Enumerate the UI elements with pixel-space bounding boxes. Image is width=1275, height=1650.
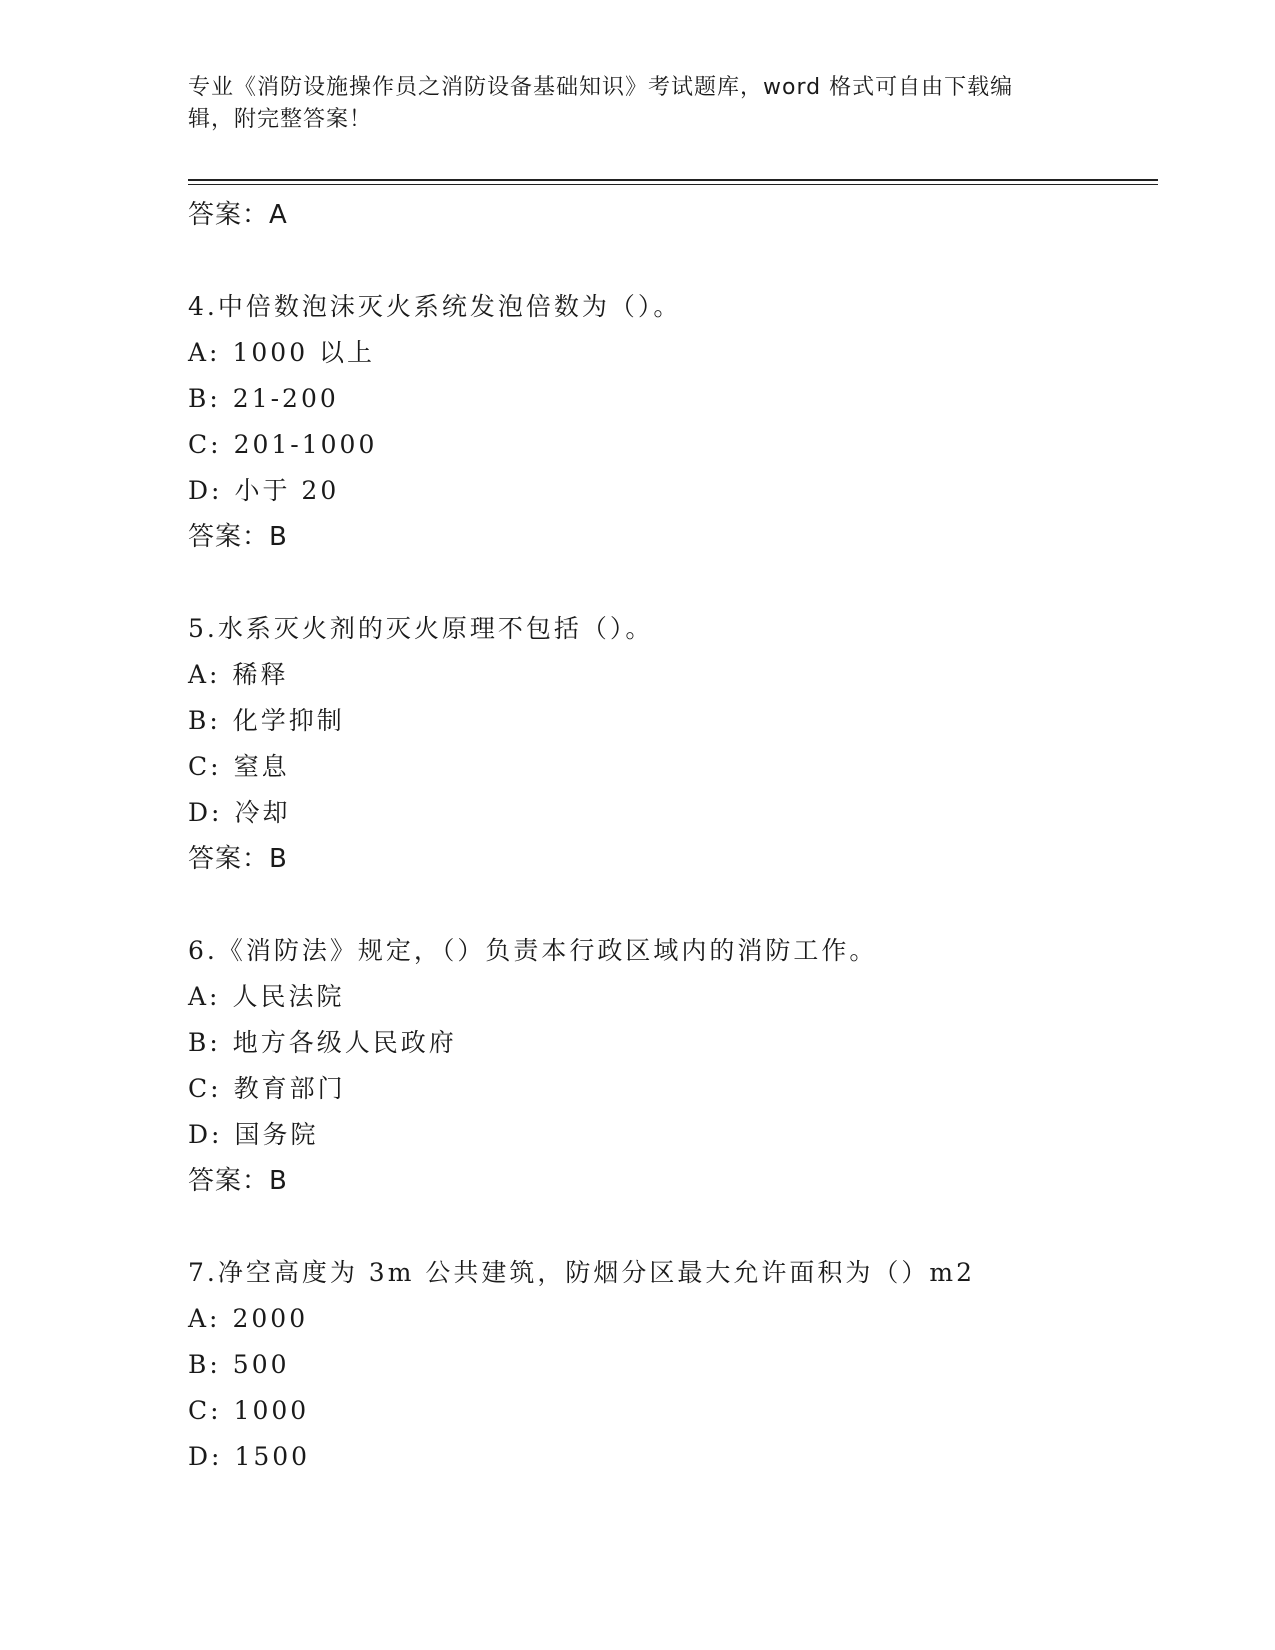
option-b: [188, 1342, 1168, 1388]
option-a: [188, 1296, 1168, 1342]
option-a: [188, 652, 1168, 698]
spacer: [188, 238, 1168, 284]
header-line-2: 辑，附完整答案！: [188, 107, 373, 132]
option-label: B:: [188, 1028, 221, 1057]
option-d: [188, 1112, 1168, 1158]
option-label: A:: [188, 660, 221, 689]
option-c: [188, 1066, 1168, 1112]
option-label: B:: [188, 706, 221, 735]
spacer: [188, 1204, 1168, 1250]
option-d: [188, 790, 1168, 836]
option-text: 国务院: [234, 1120, 319, 1149]
option-text: 稀释: [232, 660, 289, 689]
option-a: [188, 330, 1168, 376]
header-rule-thin: [188, 184, 1158, 185]
option-d: [188, 468, 1168, 514]
document-header: [188, 72, 1068, 136]
option-label: D:: [188, 1120, 223, 1149]
question-stem: 5.水系灭火剂的灭火原理不包括（）。: [188, 614, 654, 643]
option-label: A:: [188, 1304, 221, 1333]
option-text: 化学抑制: [232, 706, 345, 735]
option-b: [188, 698, 1168, 744]
option-d: [188, 1434, 1168, 1480]
option-label: B:: [188, 1350, 221, 1379]
option-label: C:: [188, 1074, 222, 1103]
option-text: 500: [232, 1350, 290, 1379]
option-text: 1500: [234, 1442, 311, 1471]
question-stem: 7.净空高度为 3m 公共建筑，防烟分区最大允许面积为（）m2: [188, 1258, 975, 1287]
option-text: 2000: [232, 1304, 309, 1333]
answer-prev: 答案：A: [188, 200, 288, 230]
option-text: 人民法院: [232, 982, 345, 1011]
option-label: C:: [188, 430, 222, 459]
option-label: D:: [188, 476, 223, 505]
question-5: [188, 606, 1168, 882]
spacer: [188, 560, 1168, 606]
option-text: 21-200: [232, 384, 339, 413]
option-c: [188, 422, 1168, 468]
answer: 答案：B: [188, 522, 288, 552]
answer: 答案：B: [188, 1166, 288, 1196]
question-7: [188, 1250, 1168, 1480]
option-text: 小于 20: [234, 476, 340, 505]
option-c: [188, 744, 1168, 790]
option-text: 1000 以上: [232, 338, 376, 367]
question-6: [188, 928, 1168, 1204]
answer: 答案：B: [188, 844, 288, 874]
spacer: [188, 882, 1168, 928]
option-text: 1000: [233, 1396, 310, 1425]
option-label: C:: [188, 1396, 222, 1425]
option-text: 窒息: [233, 752, 290, 781]
option-label: A:: [188, 338, 221, 367]
question-list: [188, 192, 1168, 1480]
header-rule-thick: [188, 179, 1158, 181]
option-label: D:: [188, 798, 223, 827]
option-c: [188, 1388, 1168, 1434]
option-text: 教育部门: [233, 1074, 346, 1103]
question-stem: 4.中倍数泡沫灭火系统发泡倍数为（）。: [188, 292, 682, 321]
option-label: C:: [188, 752, 222, 781]
question-4: [188, 284, 1168, 560]
option-label: A:: [188, 982, 221, 1011]
option-b: [188, 376, 1168, 422]
option-label: D:: [188, 1442, 223, 1471]
option-a: [188, 974, 1168, 1020]
option-text: 冷却: [234, 798, 291, 827]
option-text: 201-1000: [233, 430, 378, 459]
header-line-1: 专业《消防设施操作员之消防设备基础知识》考试题库，word 格式可自由下载编: [188, 75, 1014, 100]
question-stem: 6.《消防法》规定，（）负责本行政区域内的消防工作。: [188, 936, 878, 965]
option-text: 地方各级人民政府: [232, 1028, 457, 1057]
option-b: [188, 1020, 1168, 1066]
option-label: B:: [188, 384, 221, 413]
